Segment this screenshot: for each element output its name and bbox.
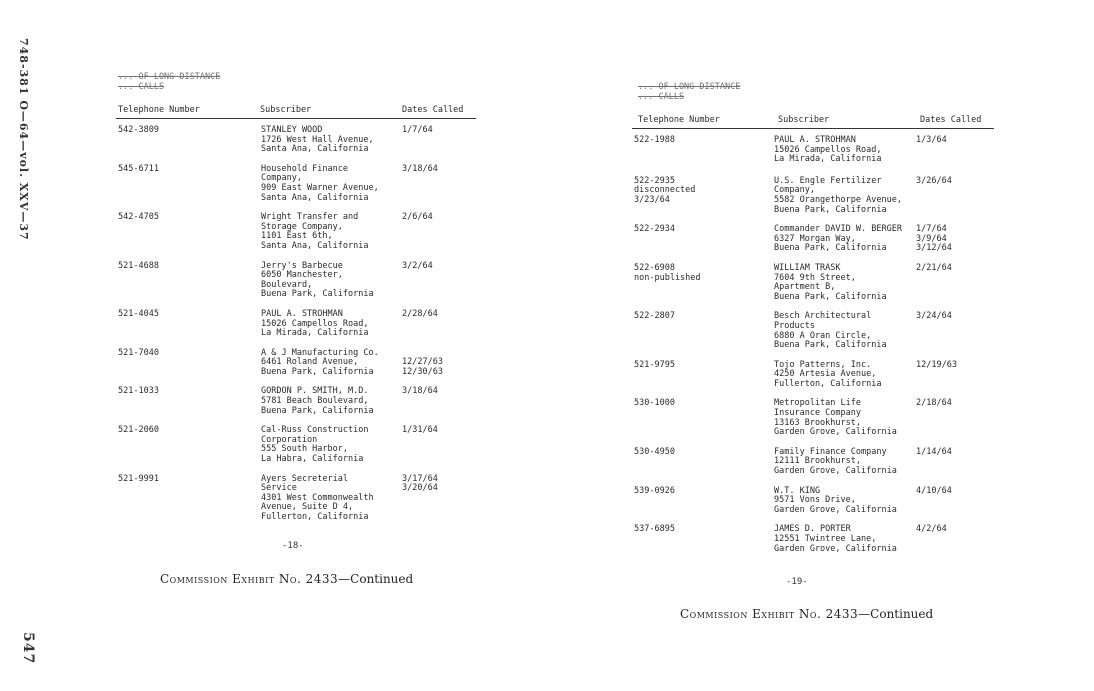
dates-called-cell <box>916 312 952 322</box>
subscriber-line: Santa Ana, California <box>261 240 369 251</box>
left-heading-line: ... OF LONG DISTANCE <box>118 72 221 82</box>
dates-called-cell <box>402 475 438 494</box>
subscriber-line: W.T. KING <box>774 485 821 496</box>
telephone-line: 522-6908 <box>634 262 675 273</box>
subscriber-line: Family Finance Company <box>774 446 887 457</box>
dates-called-cell <box>916 487 952 497</box>
dates-called-cell <box>916 177 952 187</box>
right-page-number: -19- <box>786 577 808 587</box>
table-row <box>632 136 994 165</box>
subscriber-line: 12551 Twintree Lane, <box>774 534 877 544</box>
column-telephone-number: Telephone Number <box>118 105 200 115</box>
subscriber-line: Garden Grove, California <box>774 543 897 554</box>
subscriber-line: 1726 West Hall Avenue, <box>261 134 374 145</box>
telephone-line: 521-7040 <box>118 347 159 358</box>
telephone-number-cell <box>634 177 695 206</box>
subscriber-line: Buena Park, California <box>774 204 887 215</box>
telephone-number-cell <box>634 487 675 497</box>
subscriber-cell <box>774 361 994 390</box>
subscriber-line: STANLEY WOOD <box>261 125 323 135</box>
subscriber-cell <box>774 525 994 554</box>
subscriber-line: Jerry's Barbecue <box>261 260 343 271</box>
subscriber-line: Garden Grove, California <box>774 504 897 515</box>
telephone-line: 521-2060 <box>118 425 159 436</box>
subscriber-cell <box>261 387 476 416</box>
subscriber-line: Fullerton, California <box>261 512 369 522</box>
caption-suffix: —Continued <box>858 607 934 621</box>
subscriber-line: Garden Grove, California <box>774 427 897 438</box>
table-row <box>116 165 476 203</box>
subscriber-cell <box>774 264 994 302</box>
telephone-line: 522-1988 <box>634 135 675 145</box>
subscriber-line: Buena Park, California <box>261 366 374 377</box>
subscriber-cell <box>774 399 994 437</box>
subscriber-line: Avenue, Suite D 4, <box>261 502 354 513</box>
telephone-line: 521-1033 <box>118 386 159 397</box>
subscriber-line: 4250 Artesia Avenue, <box>774 369 877 380</box>
telephone-number-cell <box>118 387 159 397</box>
date-line: 3/2/64 <box>402 260 433 271</box>
subscriber-cell <box>774 487 994 516</box>
date-line: 4/10/64 <box>916 485 952 496</box>
subscriber-line: U.S. Engle Fertilizer <box>774 175 882 186</box>
subscriber-cell <box>261 426 476 464</box>
telephone-line: 539-0926 <box>634 485 675 496</box>
telephone-number-cell <box>634 225 675 235</box>
table-row <box>632 264 994 302</box>
telephone-number-cell <box>118 165 159 175</box>
dates-called-cell <box>402 126 433 136</box>
telephone-number-cell <box>634 448 675 458</box>
date-line: 3/9/64 <box>916 233 947 244</box>
dates-called-cell <box>402 387 438 397</box>
margin-book-page-number: 547 <box>20 632 36 665</box>
subscriber-line: Metropolitan Life <box>774 398 861 409</box>
subscriber-line: GORDON P. SMITH, M.D. <box>261 386 369 397</box>
subscriber-line: 12111 Brookhurst, <box>774 456 861 467</box>
left-call-list <box>116 126 476 523</box>
subscriber-line: 4301 West Commonwealth <box>261 492 374 503</box>
telephone-line: 522-2807 <box>634 311 675 322</box>
subscriber-cell <box>774 225 994 254</box>
subscriber-line: 1101 East 6th, <box>261 231 333 242</box>
telephone-line: non-published <box>634 272 701 283</box>
subscriber-line: 5582 Orangethorpe Avenue, <box>774 194 902 205</box>
subscriber-line: Fullerton, California <box>774 378 882 389</box>
telephone-number-cell <box>118 475 159 485</box>
right-heading-line: ... OF LONG DISTANCE <box>638 82 741 92</box>
subscriber-line: Besch Architectural <box>774 311 872 322</box>
right-heading <box>638 82 994 102</box>
column-subscriber: Subscriber <box>778 115 830 125</box>
date-line: 1/7/64 <box>402 125 433 135</box>
right-column-header <box>632 114 994 129</box>
dates-called-cell <box>916 264 952 274</box>
telephone-number-cell <box>118 262 159 272</box>
subscriber-line: Buena Park, California <box>774 243 887 254</box>
date-line: 2/6/64 <box>402 212 433 223</box>
telephone-line: 530-1000 <box>634 398 675 409</box>
subscriber-line: Santa Ana, California <box>261 144 369 155</box>
subscriber-line: Buena Park, California <box>261 405 374 416</box>
subscriber-line: WILLIAM TRASK <box>774 262 841 273</box>
date-line: 3/12/64 <box>916 243 952 254</box>
subscriber-line: Ayers Secreterial <box>261 473 348 484</box>
date-line: 3/24/64 <box>916 311 952 322</box>
date-line: 12/27/63 <box>402 357 443 368</box>
subscriber-line: 7604 9th Street, <box>774 272 856 283</box>
subscriber-line: 15026 Campellos Road, <box>774 144 882 155</box>
subscriber-line: 555 South Harbor, <box>261 444 348 455</box>
date-line: 3/20/64 <box>402 483 438 494</box>
telephone-line: 3/23/64 <box>634 194 670 205</box>
subscriber-line: Products <box>774 320 815 331</box>
dates-called-cell <box>402 349 443 378</box>
dates-called-cell <box>916 525 947 535</box>
telephone-number-cell <box>118 213 159 223</box>
dates-called-cell <box>402 262 433 272</box>
subscriber-line: 5781 Beach Boulevard, <box>261 396 369 407</box>
date-line: 4/2/64 <box>916 524 947 535</box>
date-line: 3/17/64 <box>402 473 438 484</box>
date-line: 2/18/64 <box>916 398 952 409</box>
subscriber-line: Cal-Russ Construction <box>261 425 369 436</box>
subscriber-cell <box>261 262 476 300</box>
telephone-line: 542-3809 <box>118 125 159 135</box>
table-row <box>632 487 994 516</box>
subscriber-cell <box>261 310 476 339</box>
subscriber-cell <box>261 165 476 203</box>
column-subscriber: Subscriber <box>260 105 312 115</box>
telephone-number-cell <box>634 361 675 371</box>
date-line: 1/3/64 <box>916 135 947 145</box>
table-row <box>632 225 994 254</box>
date-line: 3/26/64 <box>916 175 952 186</box>
subscriber-line: Service <box>261 483 297 494</box>
right-page <box>632 82 994 554</box>
subscriber-cell <box>774 177 994 215</box>
telephone-number-cell <box>118 126 159 136</box>
subscriber-line: Household Finance <box>261 163 348 174</box>
subscriber-line: Buena Park, California <box>774 291 887 302</box>
telephone-number-cell <box>634 399 675 409</box>
left-page-number: -18- <box>282 541 304 551</box>
subscriber-line: Insurance Company <box>774 408 861 419</box>
subscriber-cell <box>261 126 476 155</box>
subscriber-line: 6880 A Oran Circle, <box>774 330 872 341</box>
telephone-number-cell <box>634 312 675 322</box>
telephone-number-cell <box>634 525 675 535</box>
telephone-number-cell <box>118 310 159 320</box>
telephone-line: disconnected <box>634 185 696 196</box>
telephone-line: 521-4688 <box>118 260 159 271</box>
subscriber-line: Boulevard, <box>261 279 313 290</box>
column-dates-called: Dates Called <box>920 115 982 125</box>
telephone-number-cell <box>118 426 159 436</box>
table-row <box>632 448 994 477</box>
caption-main: Commission Exhibit No. 2433 <box>160 572 339 586</box>
left-page <box>116 72 476 523</box>
table-row <box>116 387 476 416</box>
subscriber-line: 909 East Warner Avenue, <box>261 182 379 193</box>
date-line: 1/14/64 <box>916 446 952 457</box>
subscriber-line: 13163 Brookhurst, <box>774 417 861 428</box>
date-line: 2/21/64 <box>916 262 952 273</box>
telephone-number-cell <box>634 136 675 146</box>
right-exhibit-caption <box>680 607 933 621</box>
table-row <box>116 213 476 251</box>
table-row <box>116 262 476 300</box>
telephone-line: 521-9795 <box>634 359 675 370</box>
subscriber-line: Company, <box>774 185 815 196</box>
date-line: 3/18/64 <box>402 386 438 397</box>
telephone-line: 530-4950 <box>634 446 675 457</box>
telephone-line: 522-2934 <box>634 224 675 235</box>
subscriber-line: Santa Ana, California <box>261 192 369 203</box>
subscriber-line: Storage Company, <box>261 221 343 232</box>
subscriber-line: 15026 Campellos Road, <box>261 318 369 329</box>
subscriber-cell <box>261 213 476 251</box>
caption-suffix: —Continued <box>338 572 414 586</box>
subscriber-line: Corporation <box>261 434 318 445</box>
caption-main: Commission Exhibit No. 2433 <box>680 607 859 621</box>
subscriber-cell <box>774 312 994 350</box>
date-line: 12/19/63 <box>916 359 957 370</box>
left-exhibit-caption <box>160 572 413 586</box>
subscriber-line: La Mirada, California <box>774 154 882 165</box>
subscriber-line: La Habra, California <box>261 454 364 465</box>
date-line: 1/7/64 <box>916 224 947 235</box>
date-line: 2/28/64 <box>402 308 438 319</box>
right-heading-line: ... CALLS <box>638 92 685 102</box>
margin-volume-note: 748-381 O—64—vol. XXV—37 <box>17 38 30 241</box>
subscriber-line: 6050 Manchester, <box>261 270 343 281</box>
subscriber-line: La Mirada, California <box>261 328 369 339</box>
dates-called-cell <box>402 213 433 223</box>
subscriber-line: JAMES D. PORTER <box>774 524 851 535</box>
subscriber-line: PAUL A. STROHMAN <box>261 308 343 319</box>
table-row <box>632 177 994 215</box>
table-row <box>116 126 476 155</box>
subscriber-line: Wright Transfer and <box>261 212 359 223</box>
table-row <box>116 475 476 523</box>
telephone-line: 537-6895 <box>634 524 675 535</box>
subscriber-line: Garden Grove, California <box>774 466 897 477</box>
subscriber-line: Apartment B, <box>774 282 836 293</box>
subscriber-line: 6461 Roland Avenue, <box>261 357 359 368</box>
subscriber-line: Commander DAVID W. BERGER <box>774 224 902 235</box>
subscriber-line: 9571 Vons Drive, <box>774 495 856 506</box>
telephone-number-cell <box>118 349 159 359</box>
subscriber-line: Buena Park, California <box>774 340 887 351</box>
left-heading-line: ... CALLS <box>118 82 165 92</box>
subscriber-cell <box>774 136 994 165</box>
table-row <box>116 426 476 464</box>
subscriber-line: Buena Park, California <box>261 289 374 300</box>
table-row <box>116 349 476 378</box>
dates-called-cell <box>916 361 957 371</box>
date-line: 1/31/64 <box>402 425 438 436</box>
left-column-header <box>116 104 476 119</box>
telephone-line: 522-2935 <box>634 175 675 186</box>
subscriber-line: Company, <box>261 173 302 184</box>
subscriber-line: A & J Manufacturing Co. <box>261 347 379 358</box>
dates-called-cell <box>916 448 952 458</box>
table-row <box>632 399 994 437</box>
subscriber-cell <box>261 349 476 378</box>
column-telephone-number: Telephone Number <box>638 115 720 125</box>
dates-called-cell <box>402 426 438 436</box>
subscriber-cell <box>261 475 476 523</box>
subscriber-line: 6327 Morgan Way, <box>774 233 856 244</box>
dates-called-cell <box>916 225 952 254</box>
dates-called-cell <box>402 165 438 175</box>
column-dates-called: Dates Called <box>402 105 464 115</box>
table-row <box>632 361 994 390</box>
telephone-number-cell <box>634 264 701 283</box>
right-call-list <box>632 136 994 554</box>
telephone-line: 542-4705 <box>118 212 159 223</box>
subscriber-line: PAUL A. STROHMAN <box>774 135 856 145</box>
subscriber-cell <box>774 448 994 477</box>
telephone-line: 521-4045 <box>118 308 159 319</box>
date-line: 3/18/64 <box>402 163 438 174</box>
dates-called-cell <box>402 310 438 320</box>
subscriber-line: Tojo Patterns, Inc. <box>774 359 872 370</box>
telephone-line: 545-6711 <box>118 163 159 174</box>
table-row <box>632 312 994 350</box>
telephone-line: 521-9991 <box>118 473 159 484</box>
left-heading <box>118 72 476 92</box>
table-row <box>116 310 476 339</box>
dates-called-cell <box>916 399 952 409</box>
dates-called-cell <box>916 136 947 146</box>
date-line: 12/30/63 <box>402 366 443 377</box>
table-row <box>632 525 994 554</box>
